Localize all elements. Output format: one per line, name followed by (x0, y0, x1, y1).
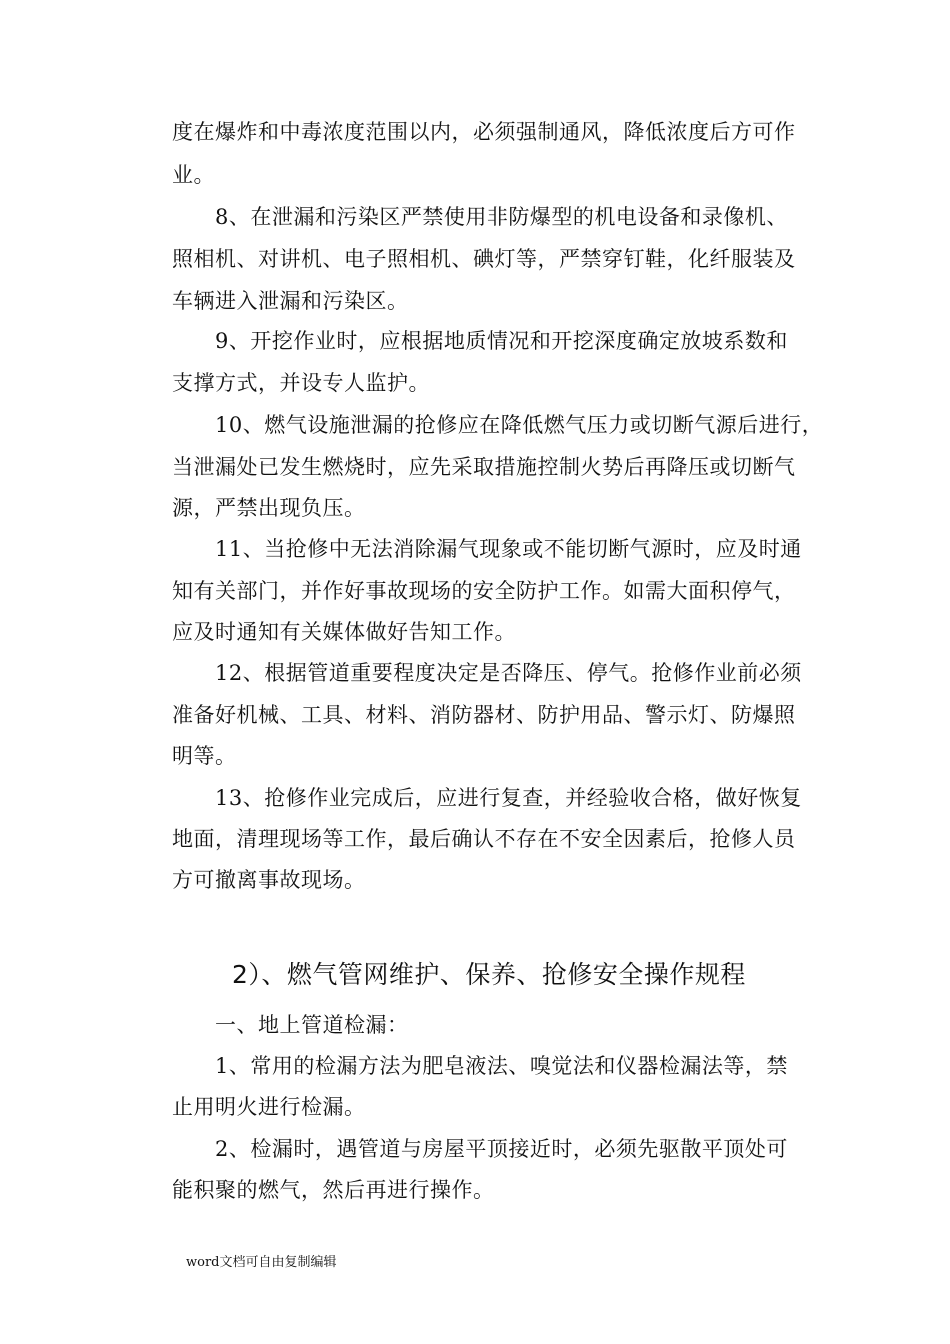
item-8-line: 8、在泄漏和污染区严禁使用非防爆型的机电设备和录像机、 (215, 205, 788, 229)
body-line: 准备好机械、工具、材料、消防器材、防护用品、警示灯、防爆照 (172, 703, 796, 727)
item-2-line: 2、检漏时，遇管道与房屋平顶接近时，必须先驱散平顶处可 (215, 1137, 788, 1161)
body-line: 止用明火进行检漏。 (172, 1095, 366, 1119)
item-12-line: 12、根据管道重要程度决定是否降压、停气。抢修作业前必须 (215, 661, 802, 685)
item-13-line: 13、抢修作业完成后，应进行复查，并经验收合格，做好恢复 (215, 786, 802, 810)
subsection-title: 一、地上管道检漏： (215, 1013, 409, 1037)
footer-note: word文档可自由复制编辑 (186, 1255, 337, 1270)
section-heading: 2）、燃气管网维护、保养、抢修安全操作规程 (232, 960, 746, 989)
body-line: 方可撤离事故现场。 (172, 868, 366, 892)
item-10-line: 10、燃气设施泄漏的抢修应在降低燃气压力或切断气源后进行， (215, 413, 824, 437)
body-line: 支撑方式，并设专人监护。 (172, 371, 430, 395)
body-line: 地面，清理现场等工作，最后确认不存在不安全因素后，抢修人员 (172, 827, 796, 851)
item-1-line: 1、常用的检漏方法为肥皂液法、嗅觉法和仪器检漏法等，禁 (215, 1054, 788, 1078)
body-line: 知有关部门，并作好事故现场的安全防护工作。如需大面积停气， (172, 579, 796, 603)
body-line: 当泄漏处已发生燃烧时，应先采取措施控制火势后再降压或切断气 (172, 455, 796, 479)
body-line: 应及时通知有关媒体做好告知工作。 (172, 620, 516, 644)
body-line: 照相机、对讲机、电子照相机、碘灯等，严禁穿钉鞋，化纤服装及 (172, 247, 796, 271)
body-line: 度在爆炸和中毒浓度范围以内，必须强制通风，降低浓度后方可作 (172, 120, 796, 144)
body-line: 明等。 (172, 744, 237, 768)
body-line: 能积聚的燃气，然后再进行操作。 (172, 1178, 495, 1202)
body-line: 源，严禁出现负压。 (172, 496, 366, 520)
item-9-line: 9、开挖作业时，应根据地质情况和开挖深度确定放坡系数和 (215, 329, 788, 353)
item-11-line: 11、当抢修中无法消除漏气现象或不能切断气源时，应及时通 (215, 537, 802, 561)
body-line: 车辆进入泄漏和污染区。 (172, 289, 409, 313)
body-line: 业。 (172, 163, 215, 187)
